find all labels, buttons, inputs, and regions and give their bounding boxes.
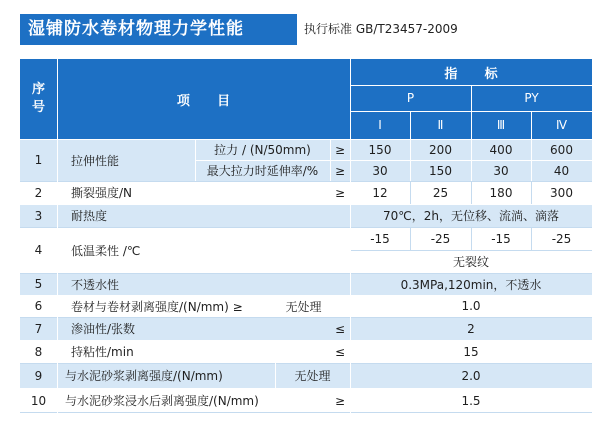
divider xyxy=(471,85,472,181)
divider xyxy=(20,317,592,318)
divider xyxy=(195,160,592,161)
divider xyxy=(20,295,592,296)
divider xyxy=(20,139,592,140)
header-indicator: 指 标 xyxy=(350,59,592,85)
row-9-name: 与水泥砂浆剥离强度/(N/mm) xyxy=(57,363,275,388)
row-1-v1-2: 200 xyxy=(410,139,471,160)
row-2-name: 撕裂强度/N xyxy=(57,181,330,204)
divider xyxy=(20,340,592,341)
divider xyxy=(20,227,592,228)
row-7-op: ≤ xyxy=(330,317,350,340)
row-8-no: 8 xyxy=(20,340,57,363)
row-4-no: 4 xyxy=(20,227,57,273)
divider xyxy=(195,139,196,181)
divider xyxy=(20,181,592,182)
row-1-op1: ≥ xyxy=(330,139,350,160)
divider xyxy=(20,273,592,274)
row-6-sub: 无处理 xyxy=(257,295,350,317)
row-6-name: 卷材与卷材剥离强度/(N/mm) ≥ xyxy=(57,295,257,317)
row-1-name: 拉伸性能 xyxy=(57,139,195,181)
row-1-v2-1: 30 xyxy=(350,160,410,181)
row-8-name: 持粘性/min xyxy=(57,340,330,363)
divider xyxy=(57,59,58,413)
standard-label: 执行标准 GB/T23457-2009 xyxy=(304,22,458,36)
divider xyxy=(20,412,592,413)
row-1-sub1: 拉力 / (N/50mm) xyxy=(195,139,330,160)
divider xyxy=(350,59,351,413)
header-seq-line1: 序 xyxy=(31,82,45,97)
row-5-value: 0.3MPa,120min，不透水 xyxy=(350,273,592,295)
row-1-v1-1: 150 xyxy=(350,139,410,160)
row-9-sub: 无处理 xyxy=(275,363,350,388)
row-8-op: ≤ xyxy=(330,340,350,363)
divider xyxy=(350,250,592,251)
row-10-op: ≥ xyxy=(330,388,350,413)
page-title: 湿铺防水卷材物理力学性能 xyxy=(20,14,297,45)
row-2-v-3: 180 xyxy=(471,181,531,204)
row-7-no: 7 xyxy=(20,317,57,340)
divider xyxy=(410,181,411,204)
row-8-value: 15 xyxy=(350,340,592,363)
row-1-v2-2: 150 xyxy=(410,160,471,181)
header-grade-3: Ⅲ xyxy=(471,111,531,139)
row-7-name: 渗油性/张数 xyxy=(57,317,330,340)
row-1-v2-3: 30 xyxy=(471,160,531,181)
row-4-v-2: -25 xyxy=(410,227,471,250)
header-seq-line2: 号 xyxy=(31,100,45,115)
row-4-v-1: -15 xyxy=(350,227,410,250)
row-2-op: ≥ xyxy=(330,181,350,204)
row-6-no: 6 xyxy=(20,295,57,317)
row-10-name: 与水泥砂浆浸水后剥离强度/(N/mm) xyxy=(57,388,330,413)
divider xyxy=(531,227,532,250)
row-2-v-4: 300 xyxy=(531,181,592,204)
divider xyxy=(410,111,411,181)
properties-table xyxy=(20,59,592,413)
row-2-v-1: 12 xyxy=(350,181,410,204)
row-2-no: 2 xyxy=(20,181,57,204)
row-5-no: 5 xyxy=(20,273,57,295)
divider xyxy=(20,388,592,389)
row-3-value: 70℃，2h，无位移、流淌、滴落 xyxy=(350,204,592,227)
row-4-value: 无裂纹 xyxy=(350,250,592,273)
row-4-v-3: -15 xyxy=(471,227,531,250)
row-1-v1-4: 600 xyxy=(531,139,592,160)
row-1-sub2: 最大拉力时延伸率/% xyxy=(195,160,330,181)
divider xyxy=(20,363,592,364)
row-10-value: 1.5 xyxy=(350,388,592,413)
row-3-no: 3 xyxy=(20,204,57,227)
row-4-name: 低温柔性 /℃ xyxy=(57,227,350,273)
header-grade-4: Ⅳ xyxy=(531,111,592,139)
row-10-no: 10 xyxy=(20,388,57,413)
row-7-value: 2 xyxy=(350,317,592,340)
header-seq xyxy=(20,59,57,139)
divider xyxy=(410,227,411,250)
row-1-v1-3: 400 xyxy=(471,139,531,160)
header-item: 项 目 xyxy=(57,59,350,139)
row-1-op2: ≥ xyxy=(330,160,350,181)
divider xyxy=(471,227,472,250)
row-1-v2-4: 40 xyxy=(531,160,592,181)
divider xyxy=(471,181,472,204)
divider xyxy=(531,181,532,204)
header-p: P xyxy=(350,85,471,111)
row-6-value: 1.0 xyxy=(350,295,592,317)
row-4-v-4: -25 xyxy=(531,227,592,250)
row-5-name: 不透水性 xyxy=(57,273,350,295)
divider xyxy=(531,111,532,181)
header-py: PY xyxy=(471,85,592,111)
divider xyxy=(20,204,592,205)
divider xyxy=(275,363,276,388)
row-2-v-2: 25 xyxy=(410,181,471,204)
header-grade-1: Ⅰ xyxy=(350,111,410,139)
row-9-no: 9 xyxy=(20,363,57,388)
header-grade-2: Ⅱ xyxy=(410,111,471,139)
divider xyxy=(330,139,331,181)
row-9-value: 2.0 xyxy=(350,363,592,388)
row-1-no: 1 xyxy=(20,139,57,181)
row-3-name: 耐热度 xyxy=(57,204,350,227)
